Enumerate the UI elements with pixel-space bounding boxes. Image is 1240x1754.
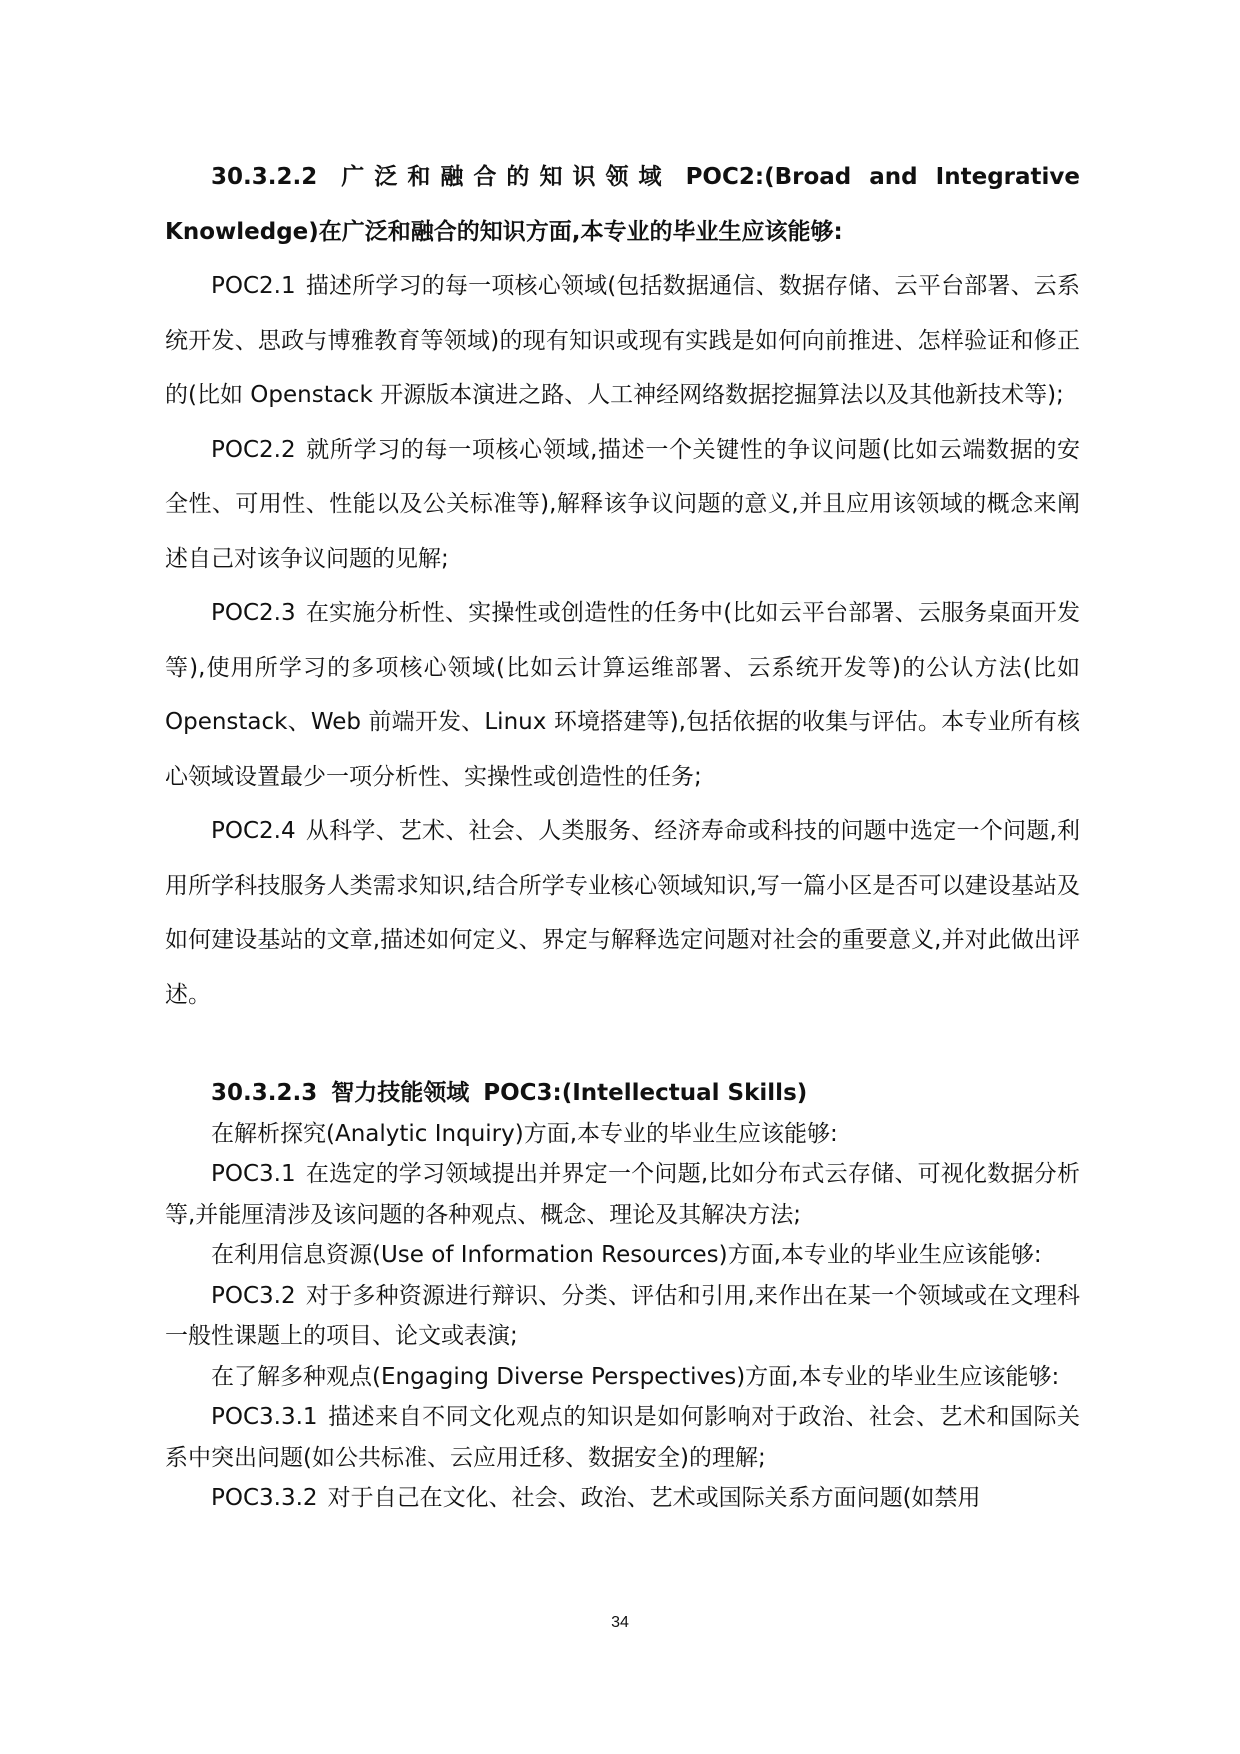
heading-title: 广泛和融合的知识领域 bbox=[331, 164, 672, 190]
outcome-code: POC2.2 bbox=[211, 436, 296, 463]
outcome-code: POC2.4 bbox=[211, 818, 296, 844]
outcome-text: 就所学习的每一项核心领域,描述一个关键性的争议问题(比如云端数据的安全性、可用性、性能以及公关标准等),解释该争议问题的意义,并且应用该领域的概念来阐述自己对该争议问题的见解; bbox=[165, 436, 1080, 572]
outcome-item bbox=[165, 804, 1080, 1022]
heading-code: POC2: bbox=[685, 164, 765, 190]
outcome-text: 对于多种资源进行辩识、分类、评估和引用,来作出在某一个领域或在文理科一般性课题上的项目、论文或表演; bbox=[165, 1282, 1080, 1349]
page-number: 34 bbox=[611, 1614, 629, 1631]
intro-text: 在解析探究(Analytic Inquiry)方面,本专业的毕业生应该能够: bbox=[211, 1120, 838, 1147]
outcome-item bbox=[165, 586, 1080, 804]
outcome-code: POC3.2 bbox=[211, 1282, 296, 1309]
heading-number: 30.3.2.3 bbox=[211, 1080, 318, 1106]
intro-line bbox=[165, 1235, 1080, 1276]
outcome-code: POC3.3.2 bbox=[211, 1485, 318, 1511]
outcome-item bbox=[165, 1276, 1080, 1357]
heading-title: 智力技能领域 bbox=[331, 1080, 470, 1106]
outcome-text: 在实施分析性、实操性或创造性的任务中(比如云平台部署、云服务桌面开发等),使用所学习的多项核心领域(比如云计算运维部署、云系统开发等)的公认方法(比如 Openstack、Web 前端开发、Linux 环境搭建等),包括依据的收集与评估。本专业所有核心领域设置最少一项分析性、实操性或创造性的任务; bbox=[165, 600, 1080, 790]
intro-text: 在利用信息资源(Use of Information Resources)方面,本专业的毕业生应该能够: bbox=[211, 1242, 1042, 1268]
heading-number: 30.3.2.2 bbox=[211, 164, 318, 190]
outcome-item bbox=[165, 259, 1080, 423]
outcome-item bbox=[165, 1154, 1080, 1235]
outcome-code: POC2.3 bbox=[211, 600, 296, 626]
section-30-3-2-2 bbox=[165, 150, 1080, 1022]
outcome-text: 在选定的学习领域提出并界定一个问题,比如分布式云存储、可视化数据分析等,并能厘清涉及该问题的各种观点、概念、理论及其解决方法; bbox=[165, 1161, 1080, 1228]
heading-rest: (Broad and Integrative Knowledge)在广泛和融合的知识方面,本专业的毕业生应该能够: bbox=[165, 164, 1081, 245]
outcome-item bbox=[165, 1478, 1080, 1519]
outcome-code: POC2.1 bbox=[211, 273, 296, 299]
section-heading bbox=[165, 1073, 1080, 1114]
section-30-3-2-3 bbox=[165, 1073, 1080, 1519]
outcome-item bbox=[165, 1397, 1080, 1478]
outcome-text: 对于自己在文化、社会、政治、艺术或国际关系方面问题(如禁用 bbox=[327, 1485, 981, 1511]
outcome-text: 描述来自不同文化观点的知识是如何影响对于政治、社会、艺术和国际关系中突出问题(如公共标准、云应用迁移、数据安全)的理解; bbox=[165, 1404, 1080, 1471]
intro-line bbox=[165, 1357, 1080, 1398]
outcome-code: POC3.1 bbox=[211, 1161, 296, 1187]
heading-rest: (Intellectual Skills) bbox=[561, 1080, 808, 1106]
outcome-text: 从科学、艺术、社会、人类服务、经济寿命或科技的问题中选定一个问题,利用所学科技服务人类需求知识,结合所学专业核心领域知识,写一篇小区是否可以建设基站及如何建设基站的文章,描述如何定义、界定与解释选定问题对社会的重要意义,并对此做出评述。 bbox=[165, 818, 1080, 1008]
outcome-code: POC3.3.1 bbox=[211, 1404, 318, 1430]
heading-code: POC3: bbox=[483, 1080, 562, 1106]
section-heading bbox=[165, 150, 1080, 259]
intro-line bbox=[165, 1114, 1080, 1155]
intro-text: 在了解多种观点(Engaging Diverse Perspectives)方面,本专业的毕业生应该能够: bbox=[211, 1363, 1060, 1390]
outcome-text: 描述所学习的每一项核心领域(包括数据通信、数据存储、云平台部署、云系统开发、思政与博雅教育等领域)的现有知识或现有实践是如何向前推进、怎样验证和修正的(比如 Openstack 开源版本演进之路、人工神经网络数据挖掘算法以及其他新技术等); bbox=[165, 273, 1080, 408]
outcome-item bbox=[165, 423, 1080, 587]
